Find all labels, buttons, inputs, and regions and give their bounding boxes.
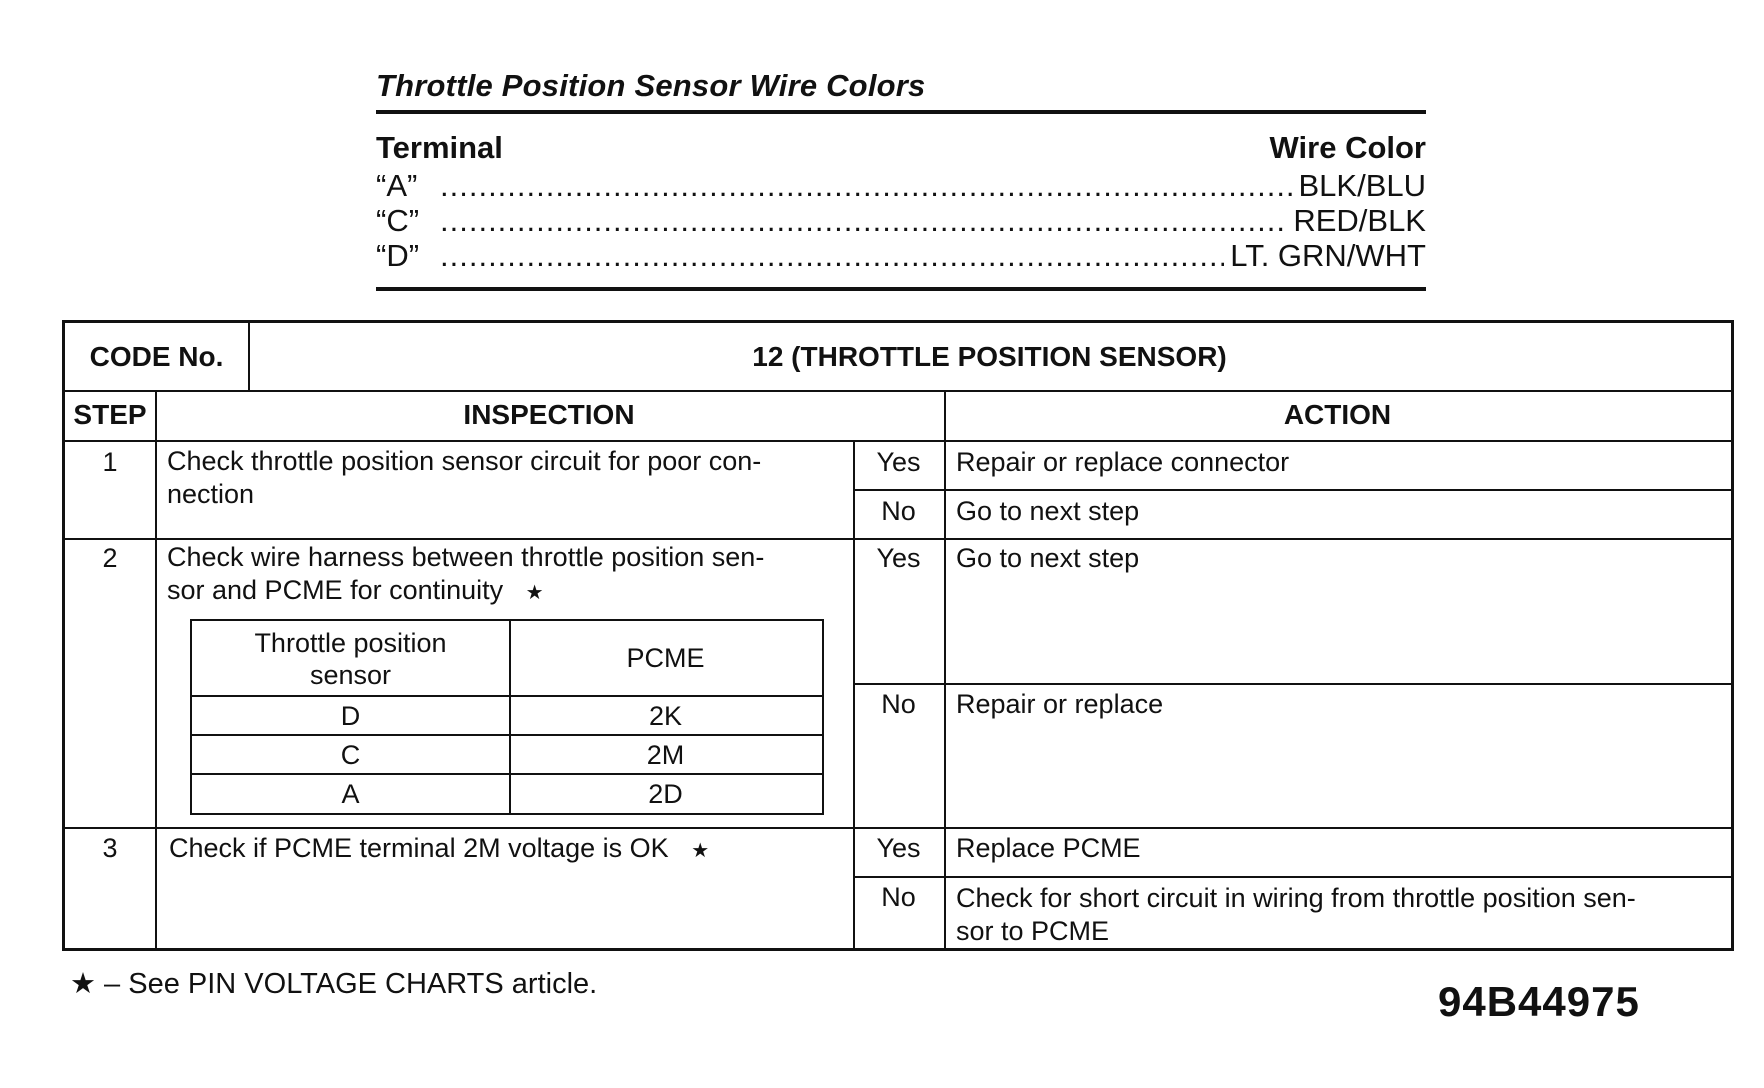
action-text: Replace PCME: [956, 833, 1141, 863]
pin-sensor-cell: D: [340, 701, 361, 731]
wire-color-row: [376, 203, 1426, 238]
wire-color-row: [376, 168, 1426, 203]
no-label: No: [881, 496, 916, 526]
divider: [944, 390, 946, 948]
pin-pcme-cell: 2D: [648, 779, 683, 809]
action-header: ACTION: [1283, 399, 1392, 430]
star-icon: ★: [691, 840, 710, 862]
inspection-line: Check throttle position sensor circuit for poor con-: [167, 446, 762, 476]
action-text: Go to next step: [956, 543, 1140, 573]
divider: [65, 538, 1731, 540]
inspection-text: [169, 833, 849, 864]
wire-color-value: RED/BLK: [1293, 203, 1426, 238]
pin-header-pcme: PCME: [626, 643, 705, 673]
pin-header-line: sensor: [309, 660, 392, 690]
leader-dots: [440, 168, 1292, 203]
divider: [853, 489, 1731, 491]
pin-sensor-cell: A: [341, 779, 360, 809]
pin-pcme-cell: 2K: [648, 701, 683, 731]
inspection-line: Check if PCME terminal 2M voltage is OK: [169, 833, 669, 863]
code-value: 12 (THROTTLE POSITION SENSOR): [752, 341, 1227, 372]
inspection-text: [167, 445, 847, 511]
divider: [65, 440, 1731, 442]
pin-header-line: Throttle position: [254, 628, 447, 658]
no-label: No: [881, 689, 916, 719]
pin-header-sensor: [192, 627, 509, 691]
inspection-line: sor and PCME for continuity ★: [167, 575, 544, 605]
wire-color-title: Throttle Position Sensor Wire Colors: [376, 66, 1426, 114]
leader-dots: [440, 203, 1287, 238]
wire-color-header: [376, 128, 1426, 168]
divider: [853, 876, 1731, 878]
step-number: 2: [102, 543, 118, 573]
wire-color-block: [376, 66, 1426, 291]
action-text: Repair or replace: [956, 689, 1164, 719]
divider: [65, 827, 1731, 829]
action-line: sor to PCME: [956, 916, 1110, 946]
pin-sensor-cell: C: [340, 740, 361, 770]
pin-pcme-cell: 2M: [646, 740, 685, 770]
star-icon: ★: [525, 582, 544, 604]
inspection-header: INSPECTION: [463, 399, 635, 430]
divider: [155, 390, 157, 948]
code-label: CODE No.: [89, 341, 224, 372]
diagnostic-table: [62, 320, 1734, 951]
yes-label: Yes: [876, 543, 921, 573]
wire-color-row: [376, 238, 1426, 273]
inspection-line: nection: [167, 479, 255, 509]
action-text: Go to next step: [956, 496, 1140, 526]
step-number: 1: [102, 447, 118, 477]
wire-color-bottom-rule: [376, 287, 1426, 291]
wire-color-value: LT. GRN/WHT: [1230, 238, 1426, 273]
divider: [853, 683, 1731, 685]
wire-color-header-label: Wire Color: [1269, 130, 1426, 165]
action-text: Repair or replace connector: [956, 447, 1290, 477]
footnote: ★ – See PIN VOLTAGE CHARTS article.: [70, 968, 598, 1000]
action-line: Check for short circuit in wiring from throttle position sen-: [956, 883, 1636, 913]
step-number: 3: [102, 833, 118, 863]
terminal-label: “D”: [376, 238, 420, 273]
no-label: No: [881, 882, 916, 912]
yes-label: Yes: [876, 833, 921, 863]
terminal-header: Terminal: [376, 130, 503, 165]
terminal-label: “C”: [376, 203, 420, 238]
yes-label: Yes: [876, 447, 921, 477]
action-text: [956, 882, 1726, 948]
leader-dots: [440, 238, 1224, 273]
step-header: STEP: [73, 399, 147, 430]
figure-number: 94B44975: [1438, 978, 1640, 1025]
inspection-line: Check wire harness between throttle position sen-: [167, 542, 765, 572]
wire-color-value: BLK/BLU: [1298, 168, 1426, 203]
terminal-label: “A”: [376, 168, 418, 203]
inspection-text: [167, 541, 847, 610]
pin-table: [190, 619, 824, 815]
